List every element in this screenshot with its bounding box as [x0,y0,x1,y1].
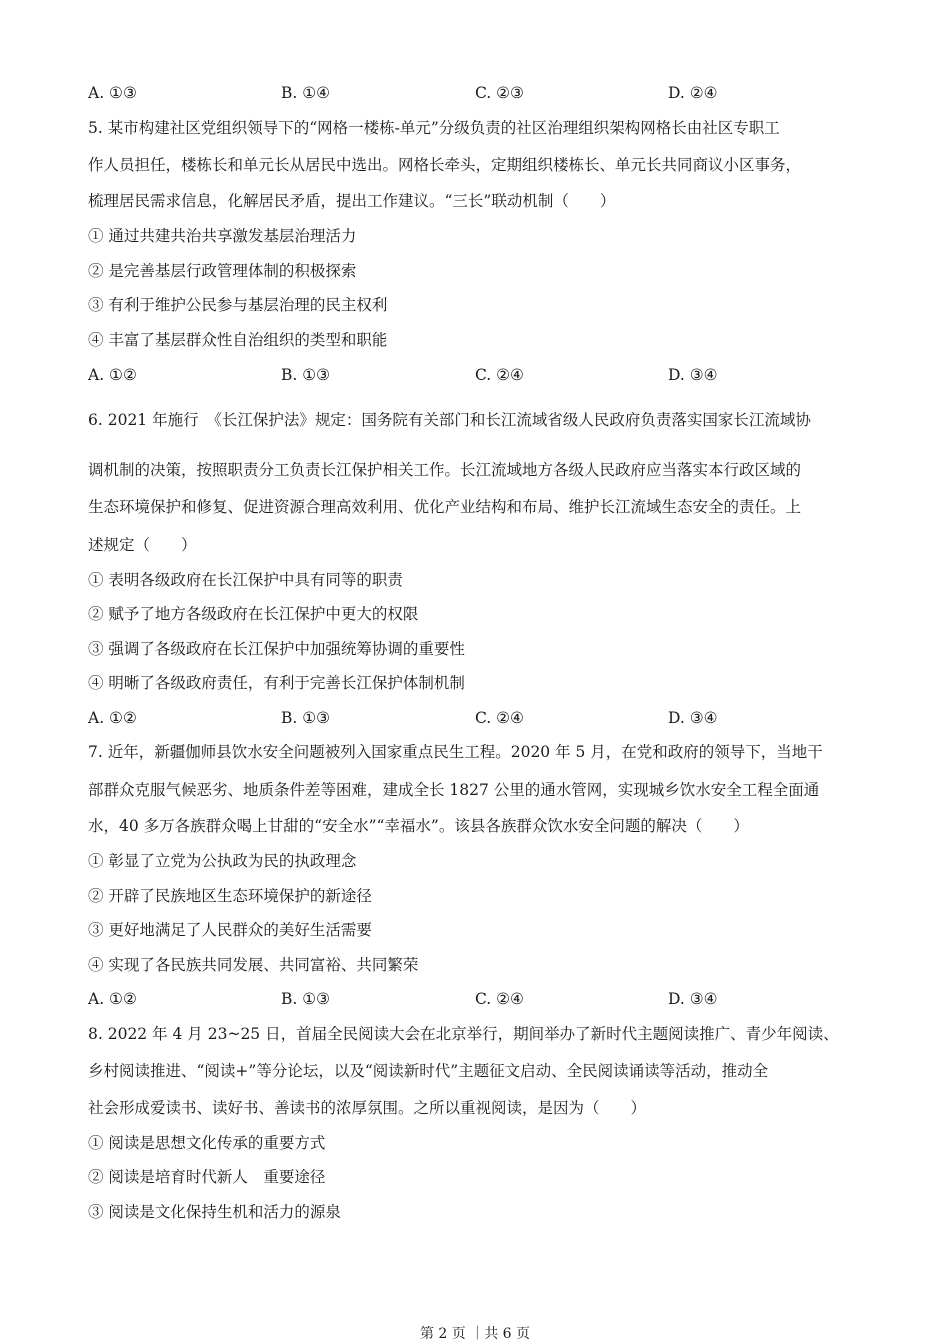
q5-stem-line: 作人员担任，楼栋长和单元长从居民中选出。网格长牵头，定期组织楼栋长、单元长共同商议小区事务， [88,156,802,174]
q4-option-a: A. ①③ [88,84,137,102]
q6-stem-line: 调机制的决策，按照职责分工负责长江保护相关工作。长江流域地方各级人民政府应当落实本行政区域的 [88,461,802,479]
q6-item-2: ② 赋予了地方各级政府在长江保护中更大的权限 [88,605,419,623]
q6-item-3: ③ 强调了各级政府在长江保护中加强统筹协调的重要性 [88,640,465,658]
q8-stem-line: 社会形成爱读书、读好书、善读书的浓厚氛围。之所以重视阅读，是因为（ ） [88,1099,647,1117]
q7-item-1: ① 彰显了立党为公执政为民的执政理念 [88,852,357,870]
q7-stem-line: 水，40 多万各族群众喝上甘甜的“安全水”“幸福水”。该县各族群众饮水安全问题的解决（ ） [88,817,749,835]
q6-stem-line: 6. 2021 年施行 《长江保护法》规定：国务院有关部门和长江流域省级人民政府负责落实国家长江流域协 [88,411,811,429]
q6-stem-line: 生态环境保护和修复、促进资源合理高效利用、优化产业结构和布局、维护长江流域生态安全的责任。上 [88,498,802,516]
q7-option-d: D. ③④ [668,990,718,1008]
q5-options [88,365,868,385]
q6-option-b: B. ①③ [281,709,331,727]
q8-stem-line: 乡村阅读推进、“阅读+”等分论坛，以及“阅读新时代”主题征文启动、全民阅读诵读等活动，推动全 [88,1062,769,1080]
q4-option-d: D. ②④ [668,84,718,102]
q8-item-2: ② 阅读是培育时代新人 重要途径 [88,1168,326,1186]
q6-item-4: ④ 明晰了各级政府责任，有利于完善长江保护体制机制 [88,674,465,692]
q7-option-b: B. ①③ [281,990,331,1008]
q5-option-a: A. ①② [88,366,137,384]
q4-options [88,83,868,103]
q6-option-c: C. ②④ [475,709,524,727]
q5-item-2: ② 是完善基层行政管理体制的积极探索 [88,262,357,280]
q5-item-1: ① 通过共建共治共享激发基层治理活力 [88,227,357,245]
q8-item-1: ① 阅读是思想文化传承的重要方式 [88,1134,326,1152]
q4-option-b: B. ①④ [281,84,331,102]
q7-option-c: C. ②④ [475,990,524,1008]
q7-options [88,989,868,1009]
q5-stem-line: 梳理居民需求信息，化解居民矛盾，提出工作建议。“三长”联动机制（ ） [88,192,616,210]
q7-item-2: ② 开辟了民族地区生态环境保护的新途径 [88,887,372,905]
q8-item-3: ③ 阅读是文化保持生机和活力的源泉 [88,1203,341,1221]
q5-option-b: B. ①③ [281,366,331,384]
q7-item-4: ④ 实现了各民族共同发展、共同富裕、共同繁荣 [88,956,419,974]
q6-item-1: ① 表明各级政府在长江保护中具有同等的职责 [88,571,403,589]
q6-option-a: A. ①② [88,709,137,727]
q6-option-d: D. ③④ [668,709,718,727]
q5-option-c: C. ②④ [475,366,524,384]
q6-stem-line: 述规定（ ） [88,536,197,554]
page-number: 第 2 页 ｜共 6 页 [419,1326,531,1342]
q7-stem-line: 7. 近年，新疆伽师县饮水安全问题被列入国家重点民生工程。2020 年 5 月，在党和政府的领导下，当地干 [88,743,823,761]
q5-item-4: ④ 丰富了基层群众性自治组织的类型和职能 [88,331,388,349]
q7-item-3: ③ 更好地满足了人民群众的美好生活需要 [88,921,372,939]
q5-item-3: ③ 有利于维护公民参与基层治理的民主权利 [88,296,388,314]
q7-option-a: A. ①② [88,990,137,1008]
q5-option-d: D. ③④ [668,366,718,384]
q6-options [88,708,868,728]
q5-stem-line: 5. 某市构建社区党组织领导下的“网格一楼栋-单元”分级负责的社区治理组织架构网格长由社区专职工 [88,119,780,137]
q7-stem-line: 部群众克服气候恶劣、地质条件差等困难，建成全长 1827 公里的通水管网，实现城乡饮水安全工程全面通 [88,781,820,799]
q8-stem-line: 8. 2022 年 4 月 23~25 日，首届全民阅读大会在北京举行，期间举办了新时代主题阅读推广、青少年阅读、 [88,1025,839,1043]
q4-option-c: C. ②③ [475,84,524,102]
